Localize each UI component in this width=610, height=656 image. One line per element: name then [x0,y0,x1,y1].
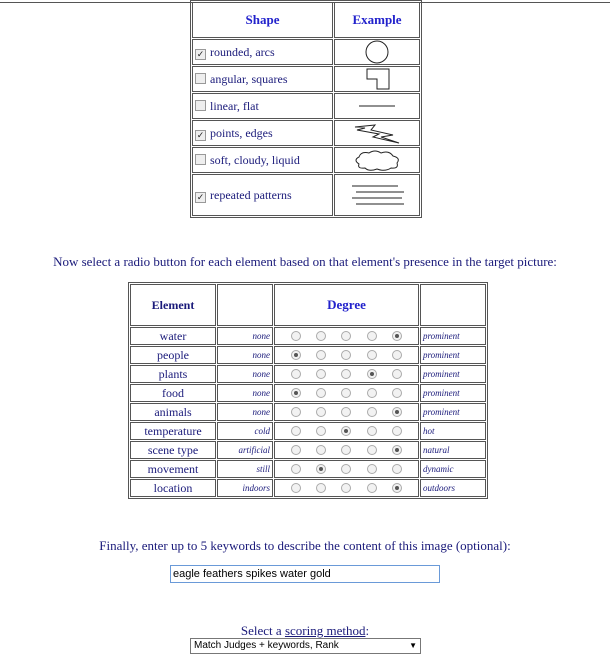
radio-instruction: Now select a radio button for each element based on that element's presence in the target picture: [53,254,557,269]
keywords-input[interactable]: eagle feathers spikes water gold [170,565,440,583]
degree-row [130,441,486,459]
degree-radio-3[interactable] [341,483,351,493]
shape-checkbox-rounded[interactable]: ✓ [196,48,205,59]
low-label: none [217,403,273,421]
degree-row [130,327,486,345]
low-label: none [217,365,273,383]
high-label: prominent [420,384,486,402]
element-name: movement [130,460,216,478]
degree-radio-1[interactable] [291,407,301,417]
low-label: none [217,346,273,364]
low-label: none [217,327,273,345]
element-name: location [130,479,216,497]
shape-checkbox-angular[interactable] [195,73,206,84]
degree-radio-1[interactable] [291,445,301,455]
high-label: outdoors [420,479,486,497]
degree-radio-4[interactable] [367,483,377,493]
radio-group [274,365,419,383]
degree-table [128,282,488,499]
low-label: cold [217,422,273,440]
degree-radio-4[interactable] [367,445,377,455]
shape-checkbox-soft[interactable] [195,154,206,165]
element-header: Element [130,284,216,326]
radio-group [274,327,419,345]
scoring-label [0,623,610,639]
degree-radio-1[interactable] [291,464,301,474]
degree-radio-2[interactable] [316,350,326,360]
degree-radio-2[interactable] [316,369,326,379]
shape-table [190,0,422,218]
shape-checkbox-linear[interactable] [195,100,206,111]
shape-row [192,174,420,216]
degree-radio-3[interactable] [341,426,351,436]
degree-row [130,403,486,421]
degree-radio-5[interactable] [392,388,402,398]
degree-radio-3[interactable] [341,331,351,341]
degree-radio-3[interactable] [341,445,351,455]
low-header [217,284,273,326]
scoring-select[interactable] [190,638,421,654]
degree-radio-5[interactable] [392,331,402,341]
high-label: prominent [420,403,486,421]
degree-radio-1[interactable] [291,426,301,436]
degree-radio-1[interactable] [291,388,301,398]
degree-radio-5[interactable] [392,350,402,360]
degree-radio-2[interactable] [316,445,326,455]
degree-radio-5[interactable] [392,464,402,474]
degree-radio-2[interactable] [316,426,326,436]
shape-label: angular, squares [210,71,288,86]
degree-radio-3[interactable] [341,388,351,398]
shape-row [192,66,420,92]
element-name: animals [130,403,216,421]
radio-group [274,384,419,402]
example-header: Example [334,2,420,38]
high-label: natural [420,441,486,459]
shape-label: rounded, arcs [210,44,275,59]
shape-label: linear, flat [210,98,259,113]
degree-row [130,346,486,364]
degree-radio-2[interactable] [316,407,326,417]
keywords-instruction: Finally, enter up to 5 keywords to describe the content of this image (optional): [99,538,511,553]
high-header [420,284,486,326]
degree-radio-1[interactable] [291,331,301,341]
degree-radio-5[interactable] [392,369,402,379]
cloud-icon [347,148,407,172]
shape-label: repeated patterns [210,187,292,202]
element-name: food [130,384,216,402]
degree-radio-2[interactable] [316,388,326,398]
degree-row [130,479,486,497]
element-name: temperature [130,422,216,440]
degree-radio-1[interactable] [291,483,301,493]
degree-row [130,365,486,383]
degree-radio-4[interactable] [367,464,377,474]
degree-radio-4[interactable] [367,426,377,436]
degree-radio-5[interactable] [392,407,402,417]
degree-radio-2[interactable] [316,331,326,341]
shape-row [192,120,420,146]
shape-row [192,93,420,119]
shape-checkbox-repeated[interactable]: ✓ [196,191,205,202]
radio-group [274,441,419,459]
degree-row [130,384,486,402]
element-name: plants [130,365,216,383]
degree-row [130,460,486,478]
degree-radio-2[interactable] [316,464,326,474]
high-label: prominent [420,327,486,345]
radio-group [274,422,419,440]
degree-radio-3[interactable] [341,464,351,474]
zigzag-icon [347,121,407,145]
square-icon [347,67,407,91]
high-label: dynamic [420,460,486,478]
degree-radio-4[interactable] [367,331,377,341]
degree-radio-4[interactable] [367,350,377,360]
scoring-suffix: : [365,623,370,638]
scoring-method-link[interactable]: scoring method [284,623,366,638]
line-icon [347,94,407,118]
degree-radio-4[interactable] [367,388,377,398]
low-label: artificial [217,441,273,459]
element-name: scene type [130,441,216,459]
degree-radio-5[interactable] [392,426,402,436]
radio-group [274,403,419,421]
high-label: prominent [420,365,486,383]
degree-radio-4[interactable] [367,407,377,417]
degree-radio-2[interactable] [316,483,326,493]
radio-group [274,479,419,497]
element-name: people [130,346,216,364]
low-label: indoors [217,479,273,497]
element-name: water [130,327,216,345]
shape-row [192,147,420,173]
degree-radio-4[interactable] [367,369,377,379]
shape-checkbox-points[interactable]: ✓ [196,129,205,140]
degree-header: Degree [274,284,419,326]
shape-label: points, edges [210,125,273,140]
degree-radio-1[interactable] [291,350,301,360]
low-label: still [217,460,273,478]
degree-radio-1[interactable] [291,369,301,379]
high-label: hot [420,422,486,440]
scoring-prefix: Select a [240,623,285,638]
shape-label: soft, cloudy, liquid [210,152,300,167]
degree-radio-5[interactable] [392,483,402,493]
degree-row [130,422,486,440]
degree-radio-3[interactable] [341,369,351,379]
circle-icon [347,40,407,64]
radio-group [274,460,419,478]
degree-radio-3[interactable] [341,350,351,360]
degree-radio-3[interactable] [341,407,351,417]
shape-header: Shape [192,2,333,38]
shape-row [192,39,420,65]
scoring-select-value: Match Judges + keywords, Rank [194,640,339,651]
radio-group [274,346,419,364]
low-label: none [217,384,273,402]
degree-radio-5[interactable] [392,445,402,455]
lines-icon [342,183,412,207]
chevron-down-icon: ▼ [409,641,417,650]
high-label: prominent [420,346,486,364]
